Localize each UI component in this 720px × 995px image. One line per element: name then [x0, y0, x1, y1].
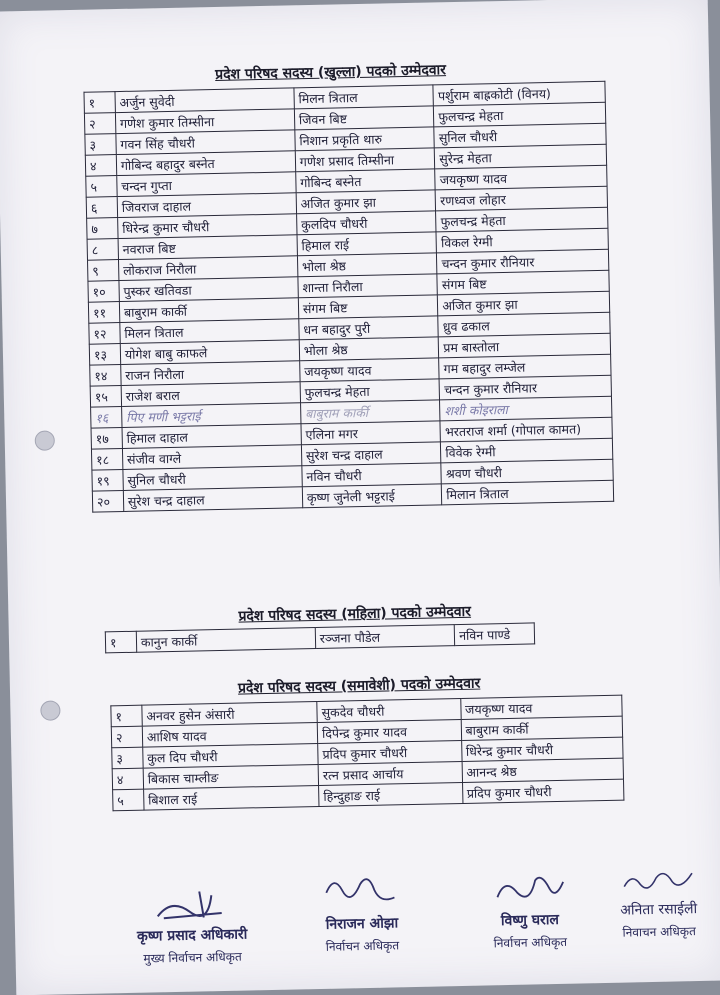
candidate-name: अनवर हुसेन अंसारी: [142, 701, 318, 726]
candidate-name: सुरेश चन्द्र दाहाल: [123, 487, 302, 512]
seconder-name: संगम बिष्ट: [437, 270, 609, 295]
signature-scribble: [316, 869, 407, 911]
serial-number: २: [84, 113, 115, 135]
seconder-name: फुलचन्द्र मेहता: [436, 207, 608, 232]
proposer-name: अजित कुमार झा: [296, 190, 436, 214]
candidate-name: धिरेन्द्र कुमार चौधरी: [117, 214, 296, 239]
serial-number: २: [111, 726, 142, 748]
candidate-name: गणेश कुमार तिम्सीना: [115, 109, 294, 134]
proposer-name: हिमाल राई: [297, 232, 437, 256]
seconder-name: मिलान त्रिताल: [442, 480, 614, 505]
signature-block-officer-2: [464, 869, 596, 952]
signatory-role: मुख्य निर्वाचन अधिकृत: [143, 949, 242, 966]
proposer-name: रञ्जना पौडेल: [315, 625, 455, 649]
candidate-name: जिवराज दाहाल: [117, 193, 296, 218]
candidate-name: बिकास चाम्लीङ: [143, 764, 319, 789]
proposer-name: शान्ता निरौला: [298, 274, 438, 298]
punch-hole: [35, 430, 55, 450]
candidate-name: संजीव वाग्ले: [122, 445, 301, 470]
seconder-name: भरतराज शर्मा (गोपाल कामत): [440, 417, 612, 442]
women-candidates-table: [105, 622, 535, 653]
proposer-name: भोला श्रेष्ठ: [297, 253, 437, 277]
proposer-name: दिपेन्द्र कुमार यादव: [317, 719, 461, 743]
seconder-name: विवेक रेग्मी: [441, 438, 613, 463]
proposer-name: कुलदिप चौधरी: [296, 211, 436, 235]
proposer-name: गणेश प्रसाद तिम्सीना: [295, 148, 435, 172]
serial-number: १२: [89, 323, 120, 345]
proposer-name: कृष्ण जुनेली भट्टराई: [302, 484, 442, 508]
candidate-name: पिए मणी भट्टराई: [121, 403, 300, 428]
candidate-name: राजन निरौला: [121, 361, 300, 386]
candidate-name: हिमाल दाहाल: [122, 424, 301, 449]
signatory-role: निवाचन अधिकृत: [622, 924, 697, 940]
candidate-name: आशिष यादव: [142, 722, 318, 747]
signatory-name: विष्णु घराल: [500, 911, 560, 930]
candidate-name: पुस्कर खतिवडा: [119, 277, 298, 302]
serial-number: ५: [86, 176, 117, 198]
seconder-name: पर्शुराम बाह्रकोटी (विनय): [433, 81, 605, 106]
serial-number: ९: [88, 260, 119, 282]
serial-number: ४: [112, 768, 143, 790]
seconder-name: श्रवण चौधरी: [441, 459, 613, 484]
proposer-name: फुलचन्द्र मेहता: [300, 379, 440, 403]
candidate-name: बाबुराम कार्की: [119, 298, 298, 323]
candidate-name: मिलन त्रिताल: [120, 319, 299, 344]
serial-number: ५: [113, 789, 144, 811]
signatory-name: निराजन ओझा: [325, 915, 399, 933]
seconder-name: नविन पाण्डे: [454, 623, 534, 646]
serial-number: १: [84, 92, 115, 114]
proposer-name: भोला श्रेष्ठ: [299, 337, 439, 361]
serial-number: १५: [90, 386, 121, 408]
seconder-name: धिरेन्द्र कुमार चौधरी: [461, 737, 623, 761]
seconder-name: ध्रुव ढकाल: [438, 312, 610, 337]
serial-number: २०: [92, 490, 123, 512]
seconder-name: प्रम बास्तोला: [439, 333, 611, 358]
serial-number: १४: [90, 365, 121, 387]
serial-number: १: [105, 631, 136, 653]
signatory-name: कृष्ण प्रसाद अधिकारी: [136, 926, 248, 945]
signature-scribble: [489, 870, 570, 908]
inclusive-candidates-table: [110, 695, 624, 812]
candidate-name: गोबिन्द बहादुर बस्नेत: [116, 151, 295, 176]
proposer-name: जयकृष्ण यादव: [299, 358, 439, 382]
serial-number: १०: [88, 281, 119, 303]
proposer-name: गोबिन्द बस्नेत: [296, 169, 436, 193]
seconder-name: चन्दन कुमार रौनियार: [439, 375, 611, 400]
signature-scribble: [151, 887, 232, 923]
serial-number: ३: [85, 134, 116, 156]
proposer-name: रत्न प्रसाद आर्चाय: [318, 761, 462, 785]
proposer-name: सुकदेव चौधरी: [317, 698, 461, 722]
proposer-name: मिलन त्रिताल: [294, 85, 434, 109]
candidate-name: कानुन कार्की: [136, 628, 315, 653]
signature-block-officer-3: [598, 865, 720, 941]
proposer-name: संगम बिष्ट: [298, 295, 438, 319]
seconder-name: शशी कोइराला: [440, 396, 612, 421]
signatory-role: निर्वाचन अधिकृत: [493, 934, 568, 951]
serial-number: १९: [92, 470, 123, 492]
punch-hole: [40, 700, 60, 720]
seconder-name: चन्दन कुमार रौनियार: [437, 249, 609, 274]
seconder-name: फुलचन्द्र मेहता: [434, 102, 606, 127]
serial-number: ८: [87, 239, 118, 261]
candidate-name: राजेश बराल: [121, 382, 300, 407]
proposer-name: एलिना मगर: [301, 421, 441, 445]
seconder-name: अजित कुमार झा: [438, 291, 610, 316]
seconder-name: सुरेन्द्र मेहता: [435, 144, 607, 169]
serial-number: ७: [87, 218, 118, 240]
seconder-name: विकल रेग्मी: [436, 228, 608, 253]
proposer-name: हिन्दुहाङ राई: [319, 782, 463, 806]
seconder-name: गम बहादुर लम्जेल: [439, 354, 611, 379]
seconder-name: प्रदिप कुमार चौधरी: [462, 779, 624, 803]
women-section-title: प्रदेश परिषद सदस्य (महिला) पदको उम्मेदवार: [238, 603, 472, 625]
open-section-title: प्रदेश परिषद सदस्य (खुल्ला) पदको उम्मेदवार: [214, 62, 447, 83]
inclusive-section-title: प्रदेश परिषद सदस्य (समावेशी) पदको उम्मेदवार: [237, 675, 481, 697]
candidate-name: बिशाल राई: [143, 785, 319, 810]
candidate-name: अर्जुन सुवेदी: [115, 88, 294, 113]
serial-number: ६: [86, 197, 117, 219]
serial-number: १७: [91, 428, 122, 450]
candidate-name: सुनिल चौधरी: [123, 466, 302, 491]
proposer-name: जिवन बिष्ट: [294, 106, 434, 130]
signature-scribble: [618, 865, 699, 897]
candidate-name: लोकराज निरौला: [118, 256, 297, 281]
seconder-name: जयकृष्ण यादव: [435, 165, 607, 190]
serial-number: ११: [88, 302, 119, 324]
signature-block-chief: [116, 886, 268, 967]
proposer-name: निशान प्रकृति थारु: [295, 127, 435, 151]
seconder-name: सुनिल चौधरी: [434, 123, 606, 148]
serial-number: १६: [91, 407, 122, 429]
candidate-name: चन्दन गुप्ता: [117, 172, 296, 197]
candidate-name: योगेश बाबु काफले: [120, 340, 299, 365]
table-row: [105, 623, 534, 653]
signature-block-officer-1: [296, 869, 428, 956]
candidate-name: कुल दिप चौधरी: [143, 743, 319, 768]
seconder-name: बाबुराम कार्की: [461, 716, 623, 740]
serial-number: १३: [89, 344, 120, 366]
seconder-name: जयकृष्ण यादव: [460, 695, 622, 719]
proposer-name: धन बहादुर पुरी: [299, 316, 439, 340]
proposer-name: प्रदिप कुमार चौधरी: [318, 740, 462, 764]
serial-number: १८: [91, 449, 122, 471]
proposer-name: बाबुराम कार्की: [300, 400, 440, 424]
seconder-name: रणध्वज लोहार: [435, 186, 607, 211]
seconder-name: आनन्द श्रेष्ठ: [462, 758, 624, 782]
proposer-name: नविन चौधरी: [302, 463, 442, 487]
serial-number: ३: [112, 747, 143, 769]
signatory-name: अनिता रसाईली: [620, 901, 698, 919]
proposer-name: सुरेश चन्द्र दाहाल: [301, 442, 441, 466]
candidate-name: गवन सिंह चौधरी: [116, 130, 295, 155]
serial-number: १: [111, 705, 142, 727]
open-candidates-table: [83, 81, 614, 513]
serial-number: ४: [85, 155, 116, 177]
candidate-name: नवराज बिष्ट: [118, 235, 297, 260]
signatory-role: निर्वाचन अधिकृत: [325, 938, 400, 954]
